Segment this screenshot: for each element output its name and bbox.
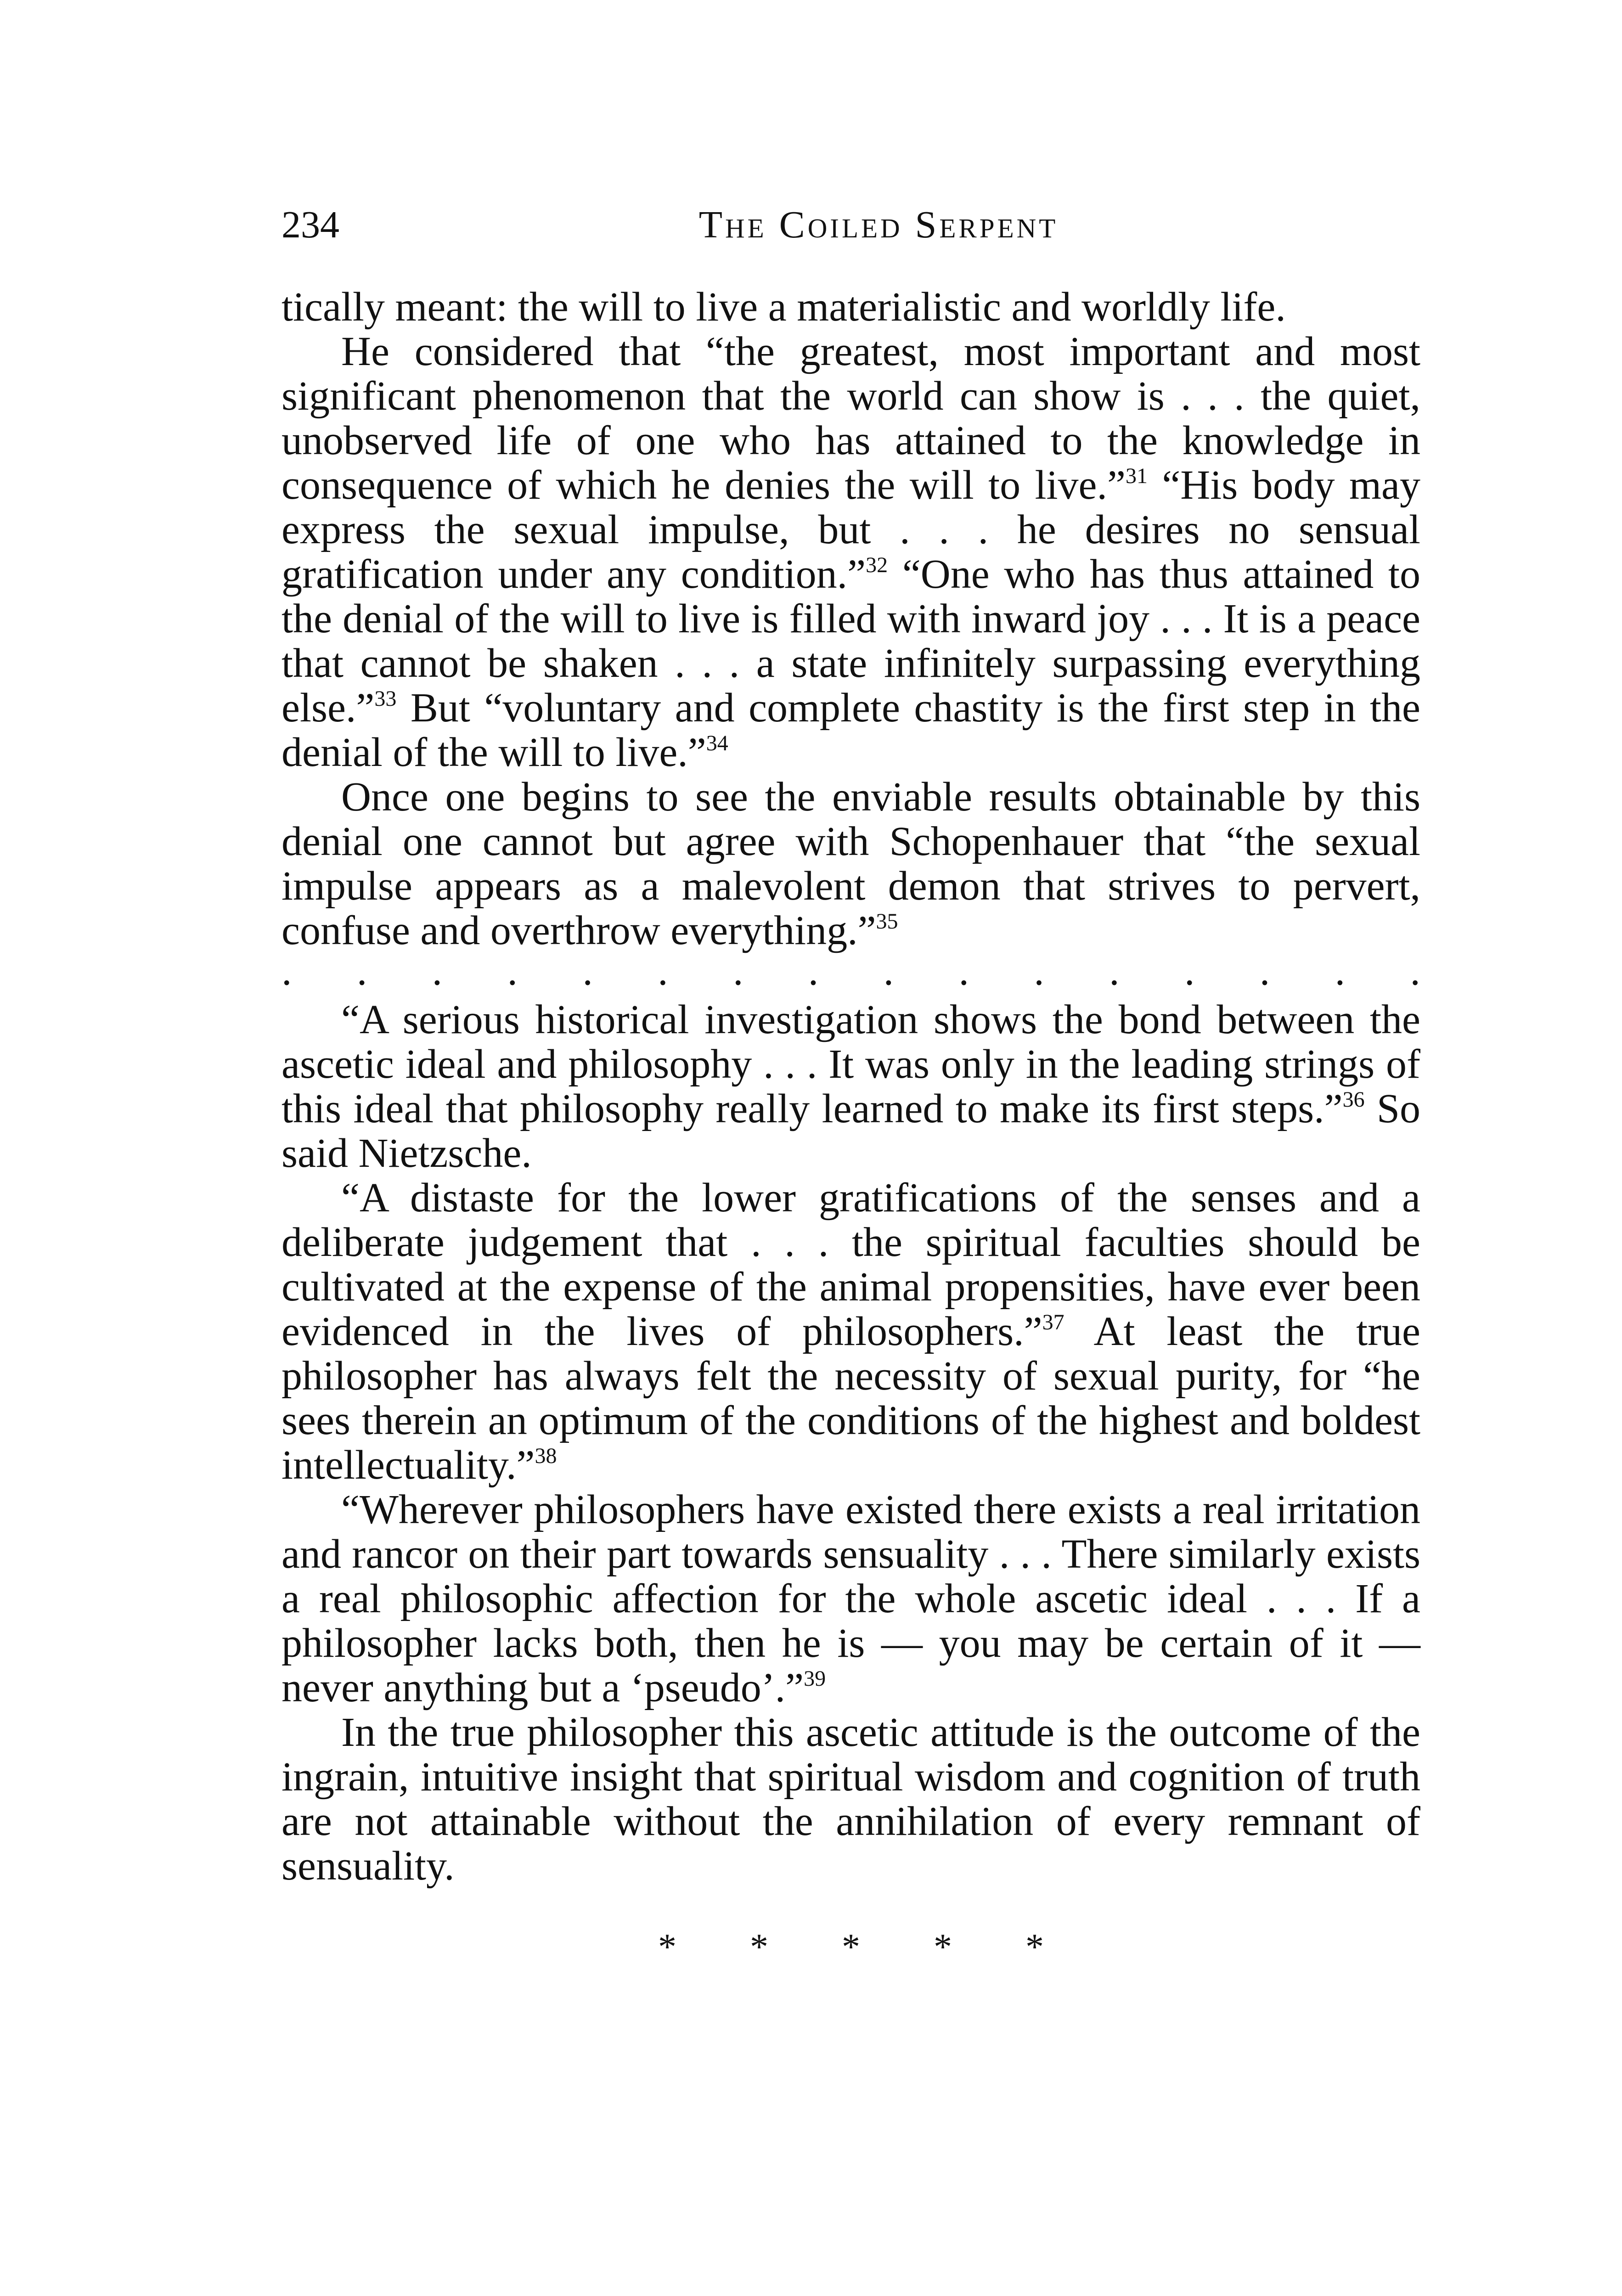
separator-dot: . (883, 948, 894, 994)
paragraph-text: He considered that “the greatest, most important and most significant phenomenon that the world can show is . . . the quiet, unobserved life of one who has attained to the knowledge in consequence of which he denies the will to live.” (282, 329, 1420, 508)
paragraph (282, 329, 1420, 775)
dot-separator (282, 948, 1420, 997)
paragraph (282, 997, 1420, 1176)
page-number: 234 (282, 203, 339, 246)
running-title: The Coiled Serpent (698, 203, 1059, 246)
paragraph (282, 1487, 1420, 1710)
footnote-marker: 35 (876, 909, 898, 934)
paragraph-text: But “voluntary and complete chastity is the first step in the denial of the will to live.” (282, 685, 1420, 775)
separator-dot: . (432, 948, 443, 994)
paragraph (282, 775, 1420, 953)
separator-dot: . (282, 948, 292, 994)
separator-dot: . (1259, 948, 1270, 994)
paragraph (282, 1710, 1420, 1888)
separator-dot: . (582, 948, 593, 994)
body-text (282, 285, 1420, 1970)
section-break: * * * * * (658, 1927, 1076, 1967)
paragraph-text: In the true philosopher this ascetic attitude is the outcome of the ingrain, intuitive insight that spiritual wisdom and cognition of truth are not attainable without the annihilation of every remnant of sensuality. (282, 1710, 1420, 1889)
footnote-marker: 32 (866, 553, 888, 577)
footnote-marker: 37 (1042, 1310, 1064, 1334)
separator-dot: . (732, 948, 743, 994)
separator-dot: . (1109, 948, 1120, 994)
footnote-marker: 36 (1342, 1087, 1365, 1112)
paragraph-text: At least the true philosopher has always felt the necessity of sexual purity, for “he sees therein an optimum of the conditions of the highest and boldest intellectuality.” (282, 1309, 1420, 1488)
paragraph-text: “A distaste for the lower gratifications of the senses and a deliberate judgement that . . . the spiritual faculties should be cultivated at the expense of the animal propensities, have ever been evidenced in the lives of philosophers.” (282, 1175, 1420, 1354)
paragraph-text: “A serious historical investigation shows the bond between the ascetic ideal and philosophy . . . It was only in the leading strings of this ideal that philosophy really learned to make its first steps.” (282, 997, 1420, 1131)
footnote-marker: 39 (804, 1666, 826, 1691)
footnote-marker: 38 (535, 1444, 557, 1468)
running-head (282, 202, 1420, 248)
separator-dot: . (958, 948, 969, 994)
separator-dot: . (1034, 948, 1044, 994)
separator-dot: . (356, 948, 367, 994)
separator-dot: . (658, 948, 668, 994)
paragraph-text: tically meant: the will to live a materialistic and worldly life. (282, 284, 1286, 330)
paragraph-text: “His body may express the sexual impulse, but . . . he desires no sensual gratification under any condition.” (282, 462, 1420, 597)
paragraph-text: Once one begins to see the enviable results obtainable by this denial one cannot but agree with Schopenhauer that “the sexual impulse appears as a malevolent demon that strives to pervert, confuse and overthrow everything.” (282, 774, 1420, 953)
separator-dot: . (1410, 948, 1420, 994)
paragraph (282, 1176, 1420, 1487)
paragraph (282, 285, 1420, 329)
separator-dot: . (1184, 948, 1195, 994)
footnote-marker: 33 (374, 687, 397, 711)
paragraph-text: “Wherever philosophers have existed there exists a real irritation and rancor on their part towards sensuality . . . There similarly exists a real philosophic affection for the whole ascetic ideal . . . If a philosopher lacks both, then he is — you may be certain of it — never anything but a ‘pseudo’.” (282, 1487, 1420, 1711)
paragraph-text: So said Nietzsche. (282, 1086, 1420, 1176)
footnote-marker: 31 (1125, 464, 1148, 488)
footnote-marker: 34 (706, 731, 728, 755)
separator-dot: . (507, 948, 518, 994)
separator-dot: . (1335, 948, 1346, 994)
paragraph-text: “One who has thus attained to the denial of the will to live is filled with inward joy . . . It is a peace that cannot be shaken . . . a state infinitely surpassing everything else.” (282, 551, 1420, 731)
separator-dot: . (808, 948, 819, 994)
